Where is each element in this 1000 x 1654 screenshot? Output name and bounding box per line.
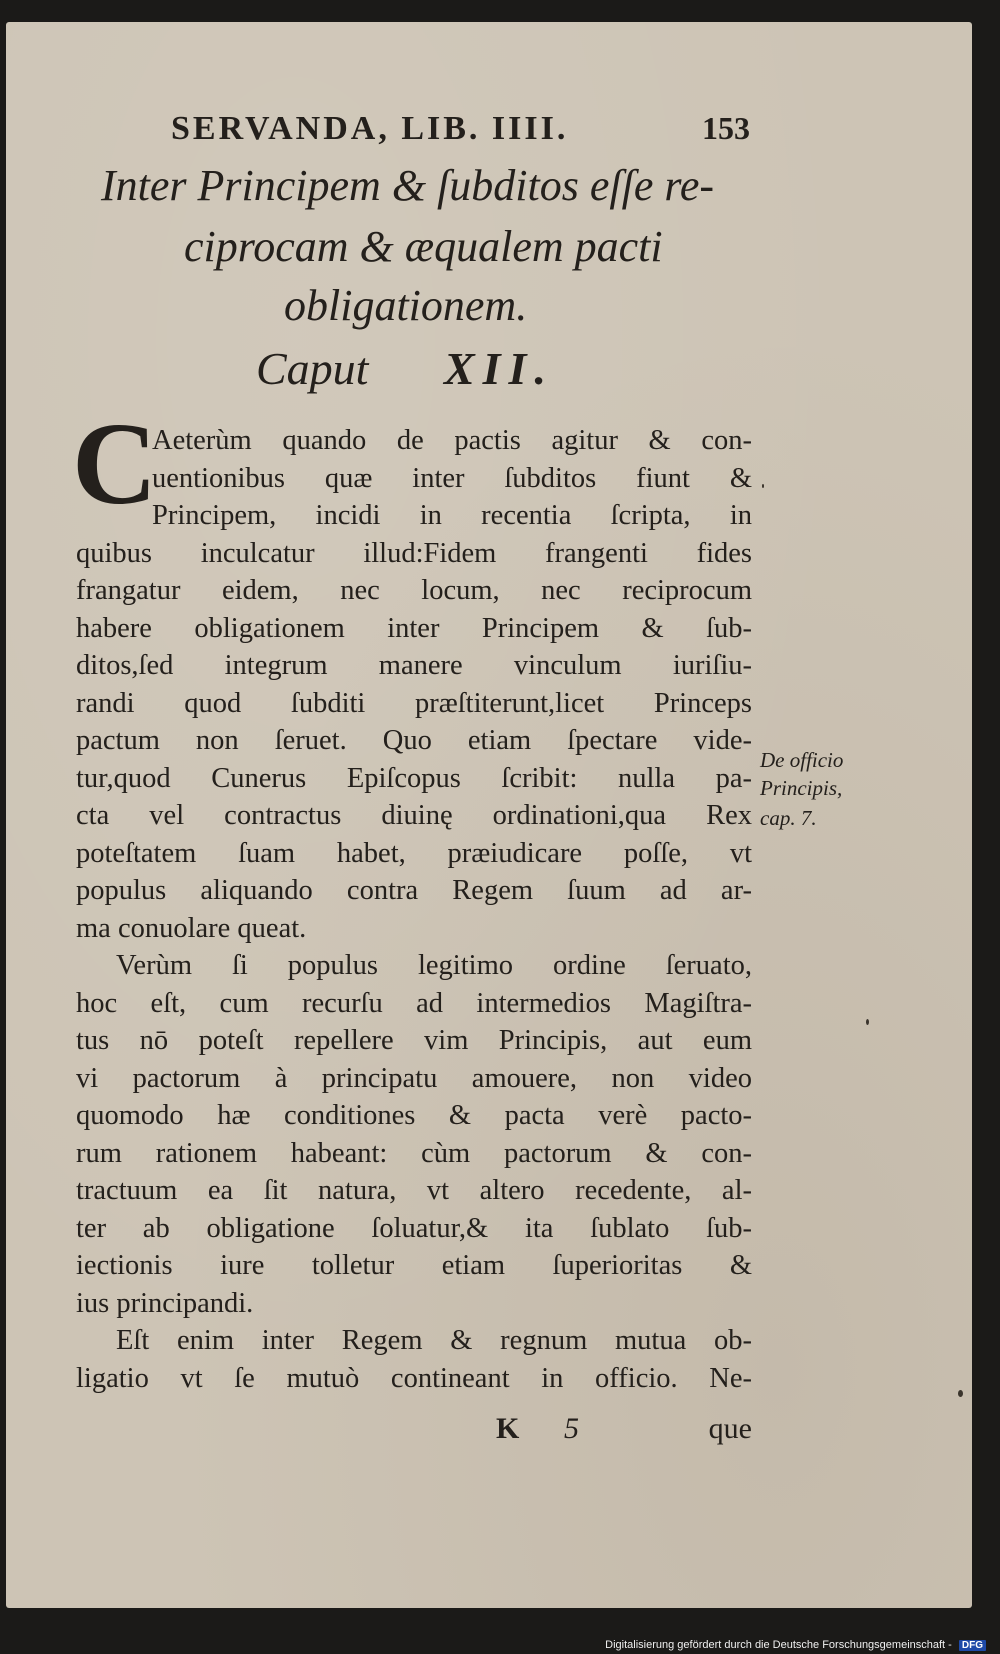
- catchword: que: [708, 1412, 752, 1445]
- text-line: uentionibus quæ inter ſubditos fiunt &: [152, 462, 752, 494]
- credit-text: Digitalisierung gefördert durch die Deutsche Forschungsgemeinschaft -: [605, 1639, 952, 1651]
- signature-number: 5: [564, 1412, 579, 1445]
- text-line: poteſtatem ſuam habet, præiudicare poſſe, vt: [76, 837, 752, 869]
- marginal-note-line: De officio: [760, 748, 844, 772]
- chapter-title-line-3: obligationem.: [284, 281, 528, 330]
- text-line: ter ab obligatione ſoluatur,& ita ſublato ſub-: [76, 1212, 752, 1244]
- text-line: tur,quod Cunerus Epiſcopus ſcribit: nulla pa-: [76, 762, 752, 794]
- text-line: cta vel contractus diuinę ordinationi,qua Rex: [76, 800, 752, 831]
- text-line: quibus inculcatur illud:Fidem frangenti fides: [76, 537, 752, 569]
- text-line: populus aliquando contra Regem ſuum ad ar-: [76, 875, 752, 906]
- chapter-number: XII.: [443, 343, 554, 394]
- chapter-title-line-2: ciprocam & æqualem pacti: [184, 222, 663, 271]
- text-line: Eſt enim inter Regem & regnum mutua ob-: [116, 1325, 752, 1356]
- text-line: Principem, incidi in recentia ſcripta, in: [152, 500, 752, 531]
- paper-speck: [866, 1019, 869, 1025]
- text-line: frangatur eidem, nec locum, nec reciprocum: [76, 575, 752, 606]
- text-line: hoc eſt, cum recurſu ad intermedios Magiſtra-: [76, 987, 752, 1019]
- marginal-note-line: Principis,: [760, 776, 843, 800]
- digitization-credit: [605, 1639, 986, 1651]
- text-line: pactum non ſeruet. Quo etiam ſpectare vide-: [76, 725, 752, 756]
- text-line: tractuum ea ſit natura, vt altero recedente, al-: [76, 1175, 752, 1206]
- text-line: ius principandi.: [76, 1287, 254, 1319]
- paper-speck: [958, 1390, 963, 1397]
- marginal-note-line: cap. 7.: [760, 806, 817, 830]
- text-line: Verùm ſi populus legitimo ordine ſeruato,: [116, 950, 752, 981]
- text-line: randi quod ſubditi præſtiterunt,licet Princeps: [76, 687, 752, 719]
- signature-mark: K: [496, 1412, 520, 1445]
- text-line: habere obligationem inter Principem & ſub-: [76, 612, 752, 644]
- text-line: rum rationem habeant: cùm pactorum & con-: [76, 1137, 752, 1169]
- text-line: quomodo hæ conditiones & pacta verè pacto-: [76, 1100, 752, 1131]
- body-text: [76, 422, 752, 1397]
- text-line: vi pactorum à principatu amouere, non video: [76, 1062, 752, 1094]
- chapter-heading: [256, 342, 554, 395]
- page-number: 153: [702, 110, 750, 146]
- text-line: iectionis iure tolletur etiam ſuperioritas &: [76, 1250, 752, 1281]
- drop-cap: C: [72, 398, 158, 529]
- paper-speck: [762, 484, 764, 488]
- chapter-title-line-1: Inter Principem & ſubditos eſſe re-: [101, 161, 715, 210]
- book-page: [6, 22, 972, 1608]
- caput-word: Caput: [256, 343, 369, 394]
- text-line: Aeterùm quando de pactis agitur & con-: [152, 425, 752, 456]
- text-line: tus nō poteſt repellere vim Principis, aut eum: [76, 1025, 752, 1056]
- running-head: SERVANDA, LIB. IIII.: [171, 110, 569, 147]
- catchword-line: [76, 1412, 752, 1452]
- dfg-logo: DFG: [959, 1640, 986, 1651]
- text-line: ligatio vt ſe mutuò contineant in officio. Ne-: [76, 1362, 752, 1394]
- text-line: ma conuolare queat.: [76, 912, 307, 944]
- text-line: ditos,ſed integrum manere vinculum iuriſiu-: [76, 650, 752, 681]
